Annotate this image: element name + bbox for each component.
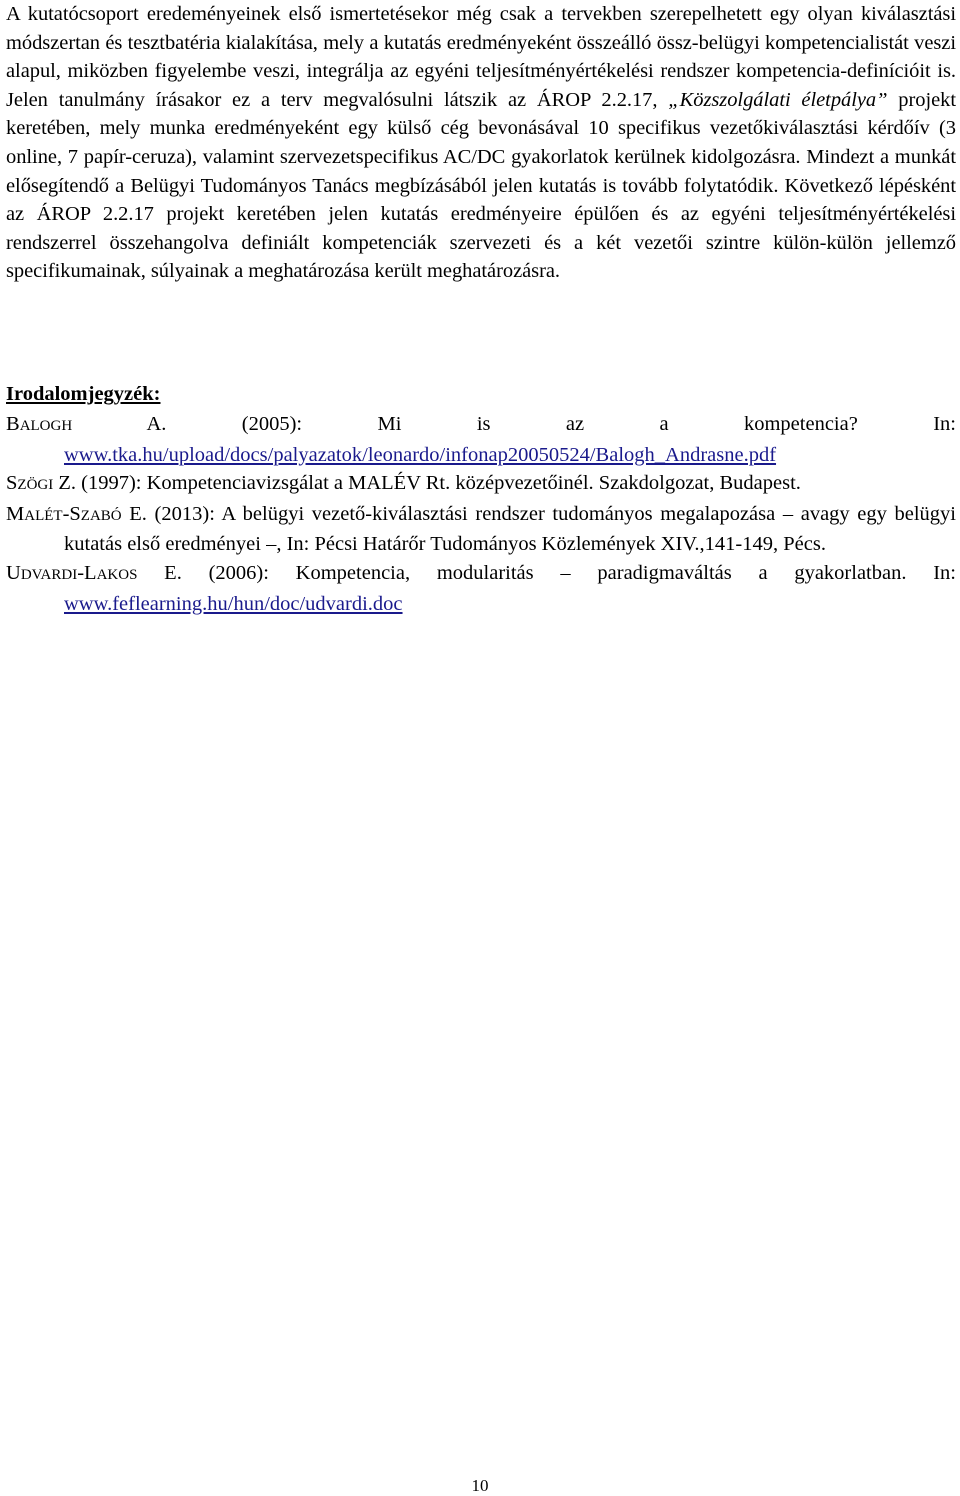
reference-item xyxy=(6,500,956,559)
reference-author: BALOGH A. xyxy=(6,413,167,435)
bibliography-list xyxy=(6,410,956,618)
reference-author: SZÖGI Z. xyxy=(6,472,77,495)
reference-author: UDVARDI-LAKOS E. xyxy=(6,561,182,584)
page-number: 10 xyxy=(471,1476,489,1495)
reference-item xyxy=(6,410,956,469)
project-title-italic: „Közszolgálati életpálya” xyxy=(668,88,888,111)
paragraph-text: A kutatócsoport eredeményeinek első ismertetésekor még csak a tervekben szerepelhetett egy olyan kiválasztási módszertan és tesztbatéria kialakítása, mely a kutatás eredményeként összeálló össz-belügyi kompetencialistát veszi alapul, miközben figyelembe veszi, integrálja az egyéni teljesítményértékelési rendszer kompetencia-definícióit is. Jelen tanulmány írásakor ez a terv megvalósulni látszik az ÁROP 2.2.17, xyxy=(6,3,956,111)
reference-link[interactable]: www.tka.hu/upload/docs/palyazatok/leonardo/infonap20050524/Balogh_Andrasne.pdf xyxy=(64,443,777,466)
reference-text: (2005): Mi is az a kompetencia? In: xyxy=(166,413,956,435)
reference-text: (2013): A belügyi vezető-kiválasztási rendszer tudományos megalapozása – avagy egy belügyi kutatás első eredményei –, In: Pécsi Határőr Tudományos Közlemények XIV.,141-149, Pécs. xyxy=(64,502,956,556)
document-page xyxy=(6,0,956,286)
body-paragraph xyxy=(6,0,956,286)
reference-text: (2006): Kompetencia, modularitás – paradigmaváltás a gyakorlatban. In: xyxy=(181,561,956,584)
bibliography-heading: Irodalomjegyzék: xyxy=(6,383,161,405)
reference-item xyxy=(6,559,956,618)
reference-author: MALÉT-SZABÓ E. xyxy=(6,502,147,525)
reference-link[interactable]: www.feflearning.hu/hun/doc/udvardi.doc xyxy=(64,592,403,615)
paragraph-text-continued: projekt keretében, mely munka eredményeként egy külső cég bevonásával 10 specifikus vezetőkiválasztási kérdőív (3 online, 7 papír-ceruza), valamint szervezetspecifikus AC/DC gyakorlatok kerülnek kidolgozásra. Mindezt a munkát elősegítendő a Belügyi Tudományos Tanács megbízásából jelen kutatás is tovább folytatódik. Következő lépésként az ÁROP 2.2.17 projekt keretében jelen kutatás eredményeire épülően és az egyéni teljesítményértékelési rendszerrel összehangolva definiált kompetenciák szervezeti és a két vezetői szintre külön-külön jellemző specifikumainak, súlyainak a meghatározása került meghatározásra. xyxy=(6,88,957,283)
reference-text: (1997): Kompetenciavizsgálat a MALÉV Rt. középvezetőinél. Szakdolgozat, Budapest. xyxy=(76,472,801,495)
reference-item xyxy=(6,469,956,500)
